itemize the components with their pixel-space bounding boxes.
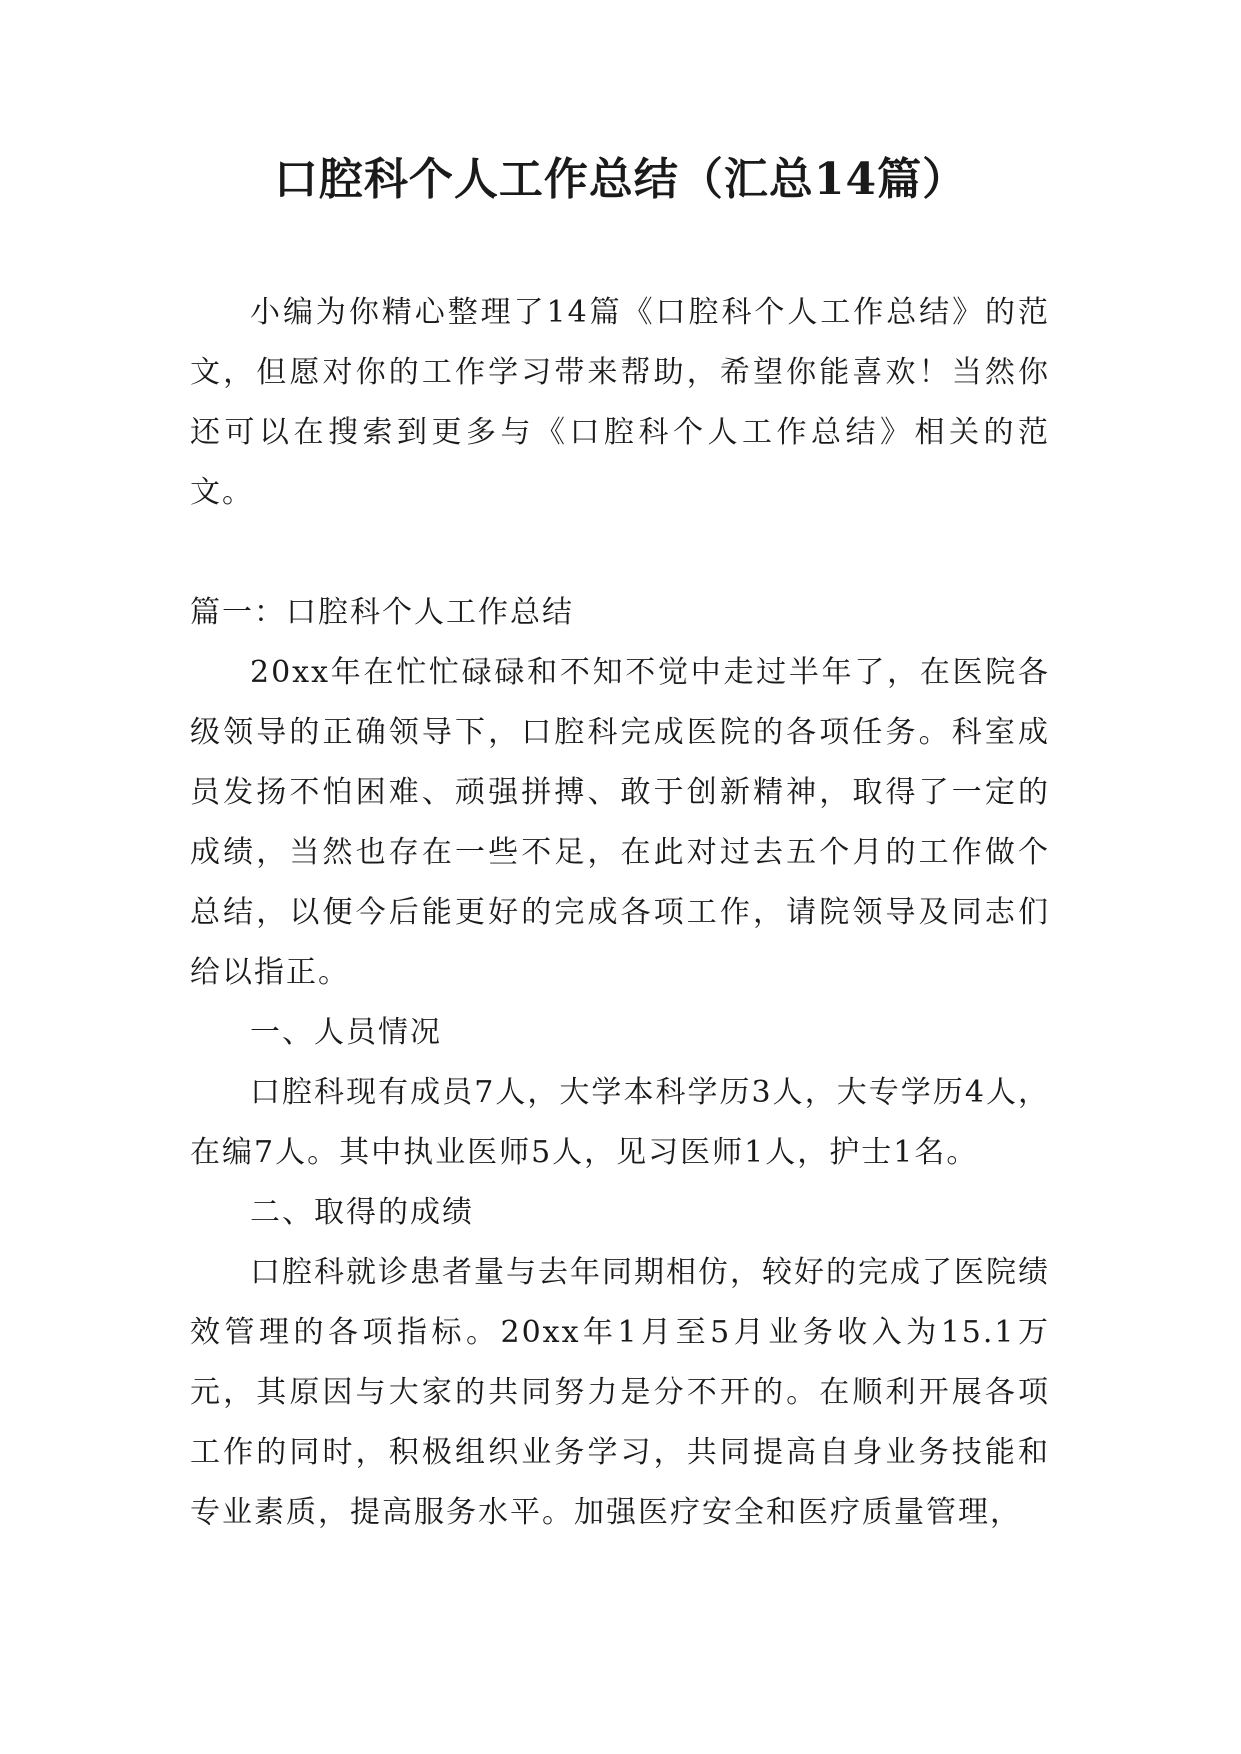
intro-paragraph: 小编为你精心整理了14篇《口腔科个人工作总结》的范文，但愿对你的工作学习带来帮助，希望你能喜欢！当然你还可以在搜索到更多与《口腔科个人工作总结》相关的范文。 xyxy=(190,295,1050,510)
document-title: 口腔科个人工作总结（汇总14篇） xyxy=(273,154,968,205)
subheading-achievements: 二、取得的成绩 xyxy=(250,1195,474,1230)
paragraph-spacer xyxy=(190,523,1050,583)
section-heading: 篇一：口腔科个人工作总结 xyxy=(190,595,574,630)
subheading-personnel: 一、人员情况 xyxy=(250,1015,442,1050)
body-paragraph: 20xx年在忙忙碌碌和不知不觉中走过半年了，在医院各级领导的正确领导下，口腔科完成医院的各项任务。科室成员发扬不怕困难、顽强拼搏、敢于创新精神，取得了一定的成绩，当然也存在一些不足，在此对过去五个月的工作做个总结，以便今后能更好的完成各项工作，请院领导及同志们给以指正。 xyxy=(190,655,1050,990)
document-body xyxy=(190,283,1050,1543)
body-paragraph: 口腔科就诊患者量与去年同期相仿，较好的完成了医院绩效管理的各项指标。20xx年1月至5月业务收入为15.1万元，其原因与大家的共同努力是分不开的。在顺利开展各项工作的同时，积极组织业务学习，共同提高自身业务技能和专业素质，提高服务水平。加强医疗安全和医疗质量管理， xyxy=(190,1255,1050,1530)
body-paragraph: 口腔科现有成员7人，大学本科学历3人，大专学历4人，在编7人。其中执业医师5人，见习医师1人，护士1名。 xyxy=(190,1075,1050,1170)
